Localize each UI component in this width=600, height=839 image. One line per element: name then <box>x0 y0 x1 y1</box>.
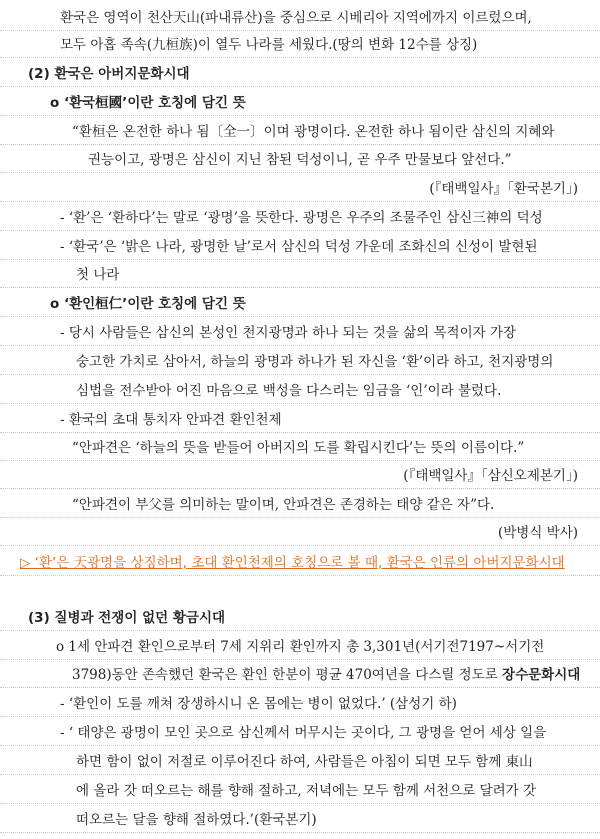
text-line <box>0 261 600 288</box>
text-line <box>0 690 600 717</box>
text-line <box>0 233 600 260</box>
sub2-source1: (『태백일사』「삼신오제본기」) <box>403 468 578 484</box>
text-line <box>0 661 600 688</box>
text-line <box>0 462 600 489</box>
text-line <box>0 89 600 116</box>
sub2-bullet1-line1: - 당시 사람들은 삼신의 본성인 천지광명과 하나 되는 것을 삶의 목적이자 가장 <box>60 325 517 341</box>
text-line <box>0 290 600 317</box>
sub2-bullet2: - 환국의 초대 통치자 안파견 환인천제 <box>60 412 282 428</box>
text-line <box>0 4 600 31</box>
text-line <box>0 806 600 833</box>
section2-heading: (2) 환국은 아버지문화시대 <box>28 66 190 82</box>
text-line <box>0 31 600 58</box>
sub2-quote1: “안파견은 ‘하늘의 뜻을 받들어 아버지의 도를 확립시킨다’는 뜻의 이름이다.” <box>72 440 525 456</box>
section3-item3-line3: 에 올라 갓 떠오르는 해를 향해 절하고, 저녁에는 모두 함께 서천으로 달려가 갓 <box>76 783 537 799</box>
text-line <box>0 633 600 660</box>
text-line <box>0 175 600 202</box>
sub2-quote2: “안파견이 부父를 의미하는 말이며, 안파견은 존경하는 태양 같은 자”다. <box>72 497 495 513</box>
section3-item2: - ‘환인이 도를 깨쳐 장생하시니 온 몸에는 병이 없었다.’ (삼성기 하) <box>60 696 457 712</box>
sub1-heading: o ‘환국桓國’이란 호칭에 담긴 뜻 <box>50 95 246 111</box>
sub2-bullet1-line3: 심법을 전수받아 어진 마음으로 백성을 다스리는 임금을 ‘인’이라 불렀다. <box>76 383 502 399</box>
text-line <box>0 549 600 576</box>
section3-item1-line2-emphasis: 장수문화시대 <box>502 667 581 683</box>
para1-line1: 환국은 영역이 천산天山(파내류산)을 중심으로 시베리아 지역에까지 이르렀으며, <box>60 10 532 26</box>
text-line <box>0 319 600 346</box>
sub1-quote-line1: “환桓은 온전한 하나 됨〔全一〕이며 광명이다. 온전한 하나 됨이란 삼신의 지혜와 <box>72 124 555 140</box>
sub2-source2: (박병식 박사) <box>497 525 578 541</box>
text-line <box>0 377 600 404</box>
sub1-bullet2-line1: - ‘환국’은 ‘밝은 나라, 광명한 날’로서 삼신의 덕성 가운데 조화신의 신성이 발현된 <box>60 239 538 255</box>
text-line <box>0 604 600 631</box>
sub2-bullet1-line2: 숭고한 가치로 삼아서, 하늘의 광명과 하나가 된 자신을 ‘환’이라 하고, 천지광명의 <box>76 354 554 370</box>
section3-item3-line2: 하면 함이 없이 저절로 이루어진다 하여, 사람들은 아침이 되면 모두 함께 東山 <box>76 754 533 770</box>
text-line <box>0 748 600 775</box>
text-line <box>0 519 600 546</box>
section3-item3-line4: 떠오르는 달을 향해 절하였다.’(환국본기) <box>76 812 317 828</box>
text-line <box>0 434 600 461</box>
section3-item1-line2-text: 3798)동안 존속했던 환국은 환인 한분이 평균 470여년을 다스릴 정도로 <box>72 667 503 683</box>
sub1-quote-line2: 권능이고, 광명은 삼신이 지닌 참된 덕성이니, 곧 우주 만물보다 앞선다.” <box>88 152 512 168</box>
text-line <box>0 204 600 231</box>
text-line <box>0 146 600 173</box>
section3-heading: (3) 질병과 전쟁이 없던 황금시대 <box>28 610 226 626</box>
sub2-heading: o ‘환인桓仁’이란 호칭에 담긴 뜻 <box>50 296 246 312</box>
text-line <box>0 348 600 375</box>
text-line <box>0 491 600 518</box>
text-line <box>0 406 600 433</box>
para1-line2: 모두 아홉 족속(九桓族)이 열두 나라를 세웠다.(땅의 변화 12수를 상징) <box>60 37 478 53</box>
sub1-source: (『태백일사』「환국본기」) <box>429 181 578 197</box>
text-line <box>0 777 600 804</box>
text-line <box>0 118 600 145</box>
text-line <box>0 719 600 746</box>
section3-item1-line2 <box>72 666 580 684</box>
section3-item1-line1: o 1세 안파견 환인으로부터 7세 지위리 환인까지 총 3,301년(서기전7197~서기전 <box>56 639 545 655</box>
sub1-bullet1: - ‘환’은 ‘환하다’는 말로 ‘광명’을 뜻한다. 광명은 우주의 조물주인 삼신三神의 덕성 <box>60 210 543 226</box>
section3-item3-line1: - ‘ 태양은 광명이 모인 곳으로 삼신께서 머무시는 곳이다, 그 광명을 얻어 세상 일을 <box>60 725 547 741</box>
sub1-bullet2-line2: 첫 나라 <box>76 267 120 283</box>
text-line <box>0 60 600 87</box>
highlight-summary: ▷ ‘환’은 天광명을 상징하며, 초대 환인천제의 호칭으로 볼 때, 환국은 인류의 아버지문화시대 <box>20 555 565 571</box>
